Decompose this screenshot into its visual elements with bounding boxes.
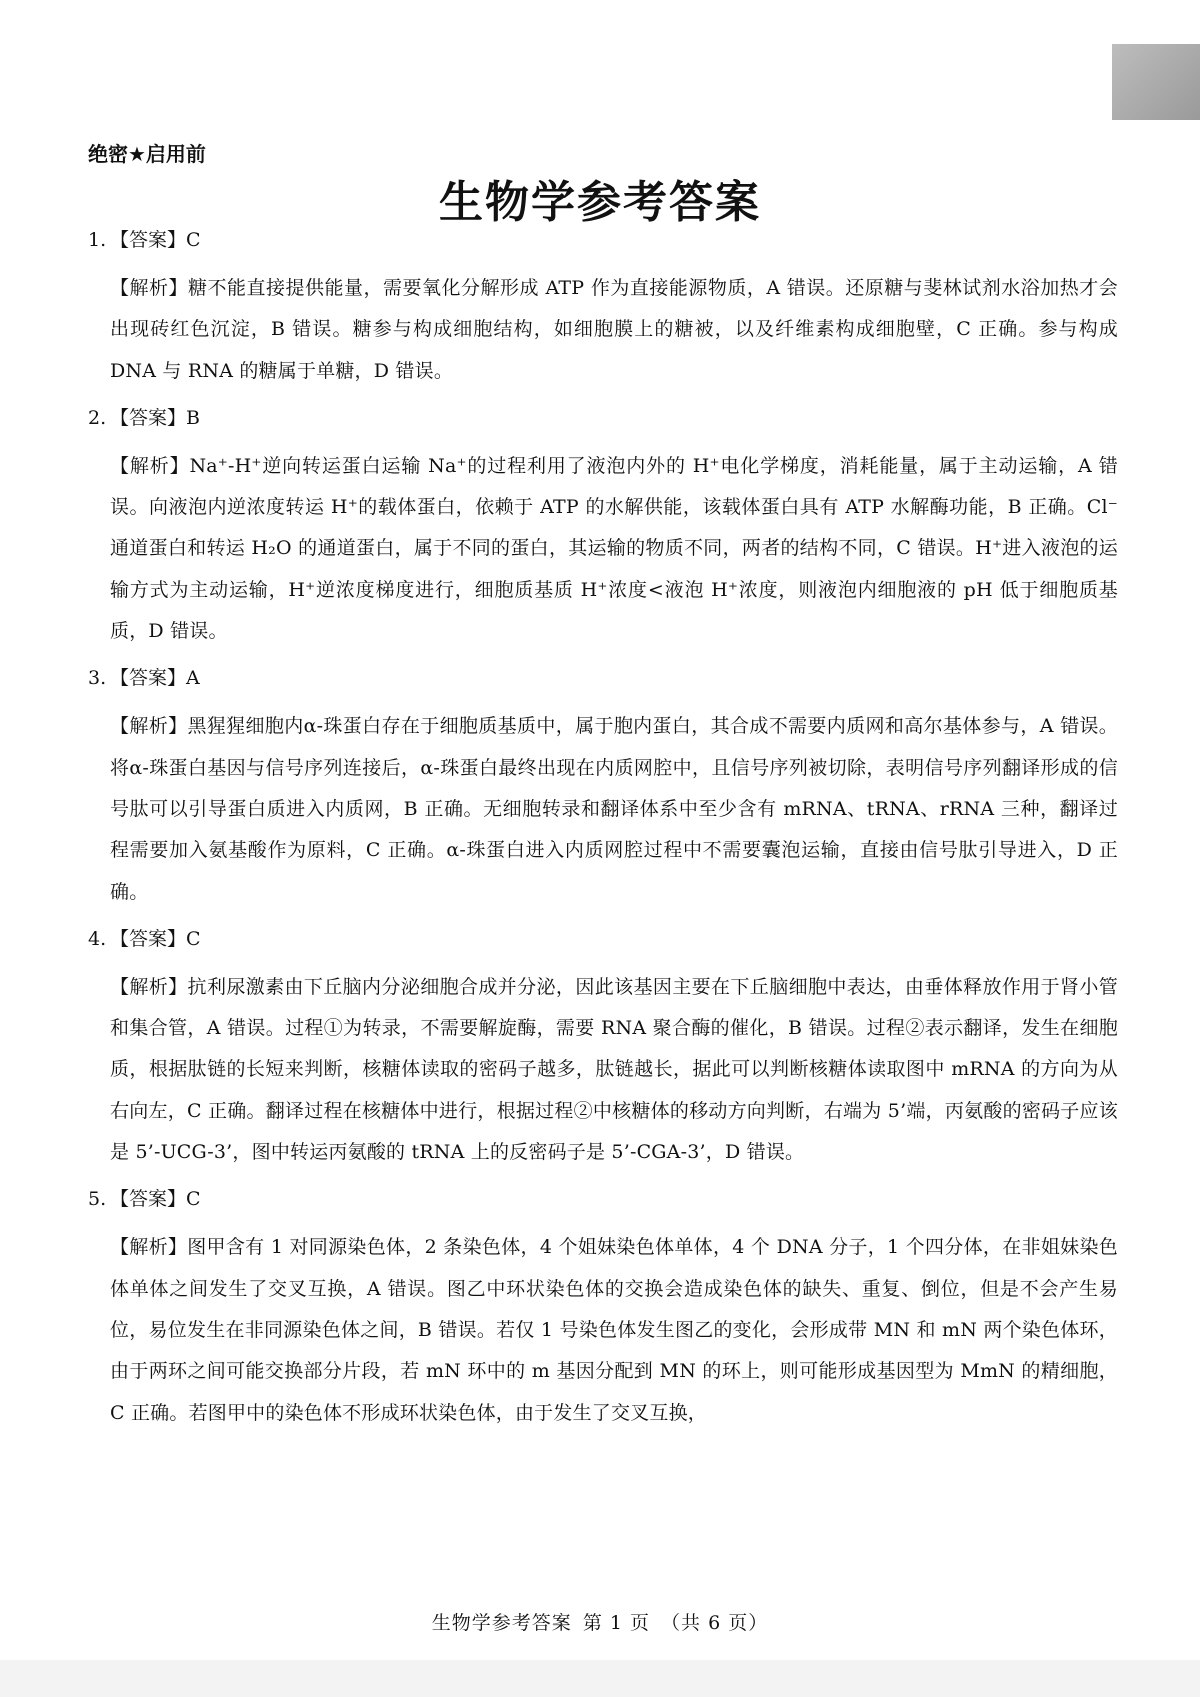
answer-line — [88, 1187, 1118, 1211]
question-number: 2. — [88, 406, 107, 429]
footer-title: 生物学参考答案 — [431, 1612, 572, 1634]
page-title: 生物学参考答案 — [439, 177, 761, 228]
answer-item-4 — [88, 927, 1118, 1173]
explanation-text: 【解析】图甲含有 1 对同源染色体，2 条染色体，4 个姐妹染色体单体，4 个 DNA 分子，1 个四分体，在非姐妹染色体单体之间发生了交叉互换，A 错误。图乙中环状染色体的交换会造成染色体的缺失、重复、倒位，但是不会产生易位，易位发生在非同源染色体之间，B 错误。若仅 1 号染色体发生图乙的变化，会形成带 MN 和 mN 两个染色体环，由于两环之间可能交换部分片段，若 mN 环中的 m 基因分配到 MN 的环上，则可能形成基因型为 MmN 的精细胞，C 正确。若图甲中的染色体不形成环状染色体，由于发生了交叉互换， — [110, 1236, 1118, 1424]
answer-list — [88, 228, 1118, 1448]
answer-line — [88, 406, 1118, 430]
answer-text: 【答案】B — [110, 406, 200, 429]
answer-item-1 — [88, 228, 1118, 392]
answer-line — [88, 228, 1118, 252]
answer-text: 【答案】C — [110, 229, 201, 251]
scan-bottom-edge — [0, 1660, 1200, 1697]
answer-item-5 — [88, 1187, 1118, 1433]
question-number: 4. — [88, 927, 107, 950]
explanation-text: 【解析】Na⁺-H⁺逆向转运蛋白运输 Na⁺的过程利用了液泡内外的 H⁺电化学梯度，消耗能量，属于主动运输，A 错误。向液泡内逆浓度转运 H⁺的载体蛋白，依赖于 ATP 的水解供能，该载体蛋白具有 ATP 水解酶功能，B 正确。Cl⁻通道蛋白和转运 H₂O 的通道蛋白，属于不同的蛋白，其运输的物质不同，两者的结构不同，C 错误。H⁺进入液泡的运输方式为主动运输，H⁺逆浓度梯度进行，细胞质基质 H⁺浓度<液泡 H⁺浓度，则液泡内细胞液的 pH 低于细胞质基质，D 错误。 — [110, 454, 1118, 643]
explanation-text: 【解析】糖不能直接提供能量，需要氧化分解形成 ATP 作为直接能源物质，A 错误。还原糖与斐林试剂水浴加热才会出现砖红色沉淀，B 错误。糖参与构成细胞结构，如细胞膜上的糖被，以及纤维素构成细胞壁，C 正确。参与构成 DNA 与 RNA 的糖属于单糖，D 错误。 — [110, 277, 1118, 382]
question-number: 3. — [88, 667, 107, 690]
question-number: 1. — [88, 229, 107, 251]
explanation-text: 【解析】黑猩猩细胞内α-珠蛋白存在于细胞质基质中，属于胞内蛋白，其合成不需要内质网和高尔基体参与，A 错误。将α-珠蛋白基因与信号序列连接后，α-珠蛋白最终出现在内质网腔中，且信号序列被切除，表明信号序列翻译形成的信号肽可以引导蛋白质进入内质网，B 正确。无细胞转录和翻译体系中至少含有 mRNA、tRNA、rRNA 三种，翻译过程需要加入氨基酸作为原料，C 正确。α-珠蛋白进入内质网腔过程中不需要囊泡运输，直接由信号肽引导进入，D 正确。 — [110, 715, 1118, 903]
answer-text: 【答案】C — [110, 927, 201, 950]
answer-line — [88, 927, 1118, 951]
question-number: 5. — [88, 1188, 107, 1211]
explanation-text: 【解析】抗利尿激素由下丘脑内分泌细胞合成并分泌，因此该基因主要在下丘脑细胞中表达，由垂体释放作用于肾小管和集合管，A 错误。过程①为转录，不需要解旋酶，需要 RNA 聚合酶的催化，B 错误。过程②表示翻译，发生在细胞质，根据肽链的长短来判断，核糖体读取的密码子越多，肽链越长，据此可以判断核糖体读取图中 mRNA 的方向为从右向左，C 正确。翻译过程在核糖体中进行，根据过程②中核糖体的移动方向判断，右端为 5’端，丙氨酸的密码子应该是 5’-UCG-3’，图中转运丙氨酸的 tRNA 上的反密码子是 5’-CGA-3’，D 错误。 — [110, 975, 1118, 1164]
page-footer — [0, 1608, 1200, 1635]
footer-total-pages: （共 6 页） — [661, 1612, 769, 1634]
answer-item-2 — [88, 406, 1118, 652]
answer-text: 【答案】A — [110, 667, 200, 690]
answer-item-3 — [88, 666, 1118, 912]
confidentiality-note: 绝密★启用前 — [88, 142, 206, 166]
scan-edge-mark — [1112, 44, 1200, 120]
footer-page-number: 第 1 页 — [582, 1612, 650, 1634]
answer-line — [88, 666, 1118, 690]
answer-text: 【答案】C — [110, 1188, 201, 1211]
